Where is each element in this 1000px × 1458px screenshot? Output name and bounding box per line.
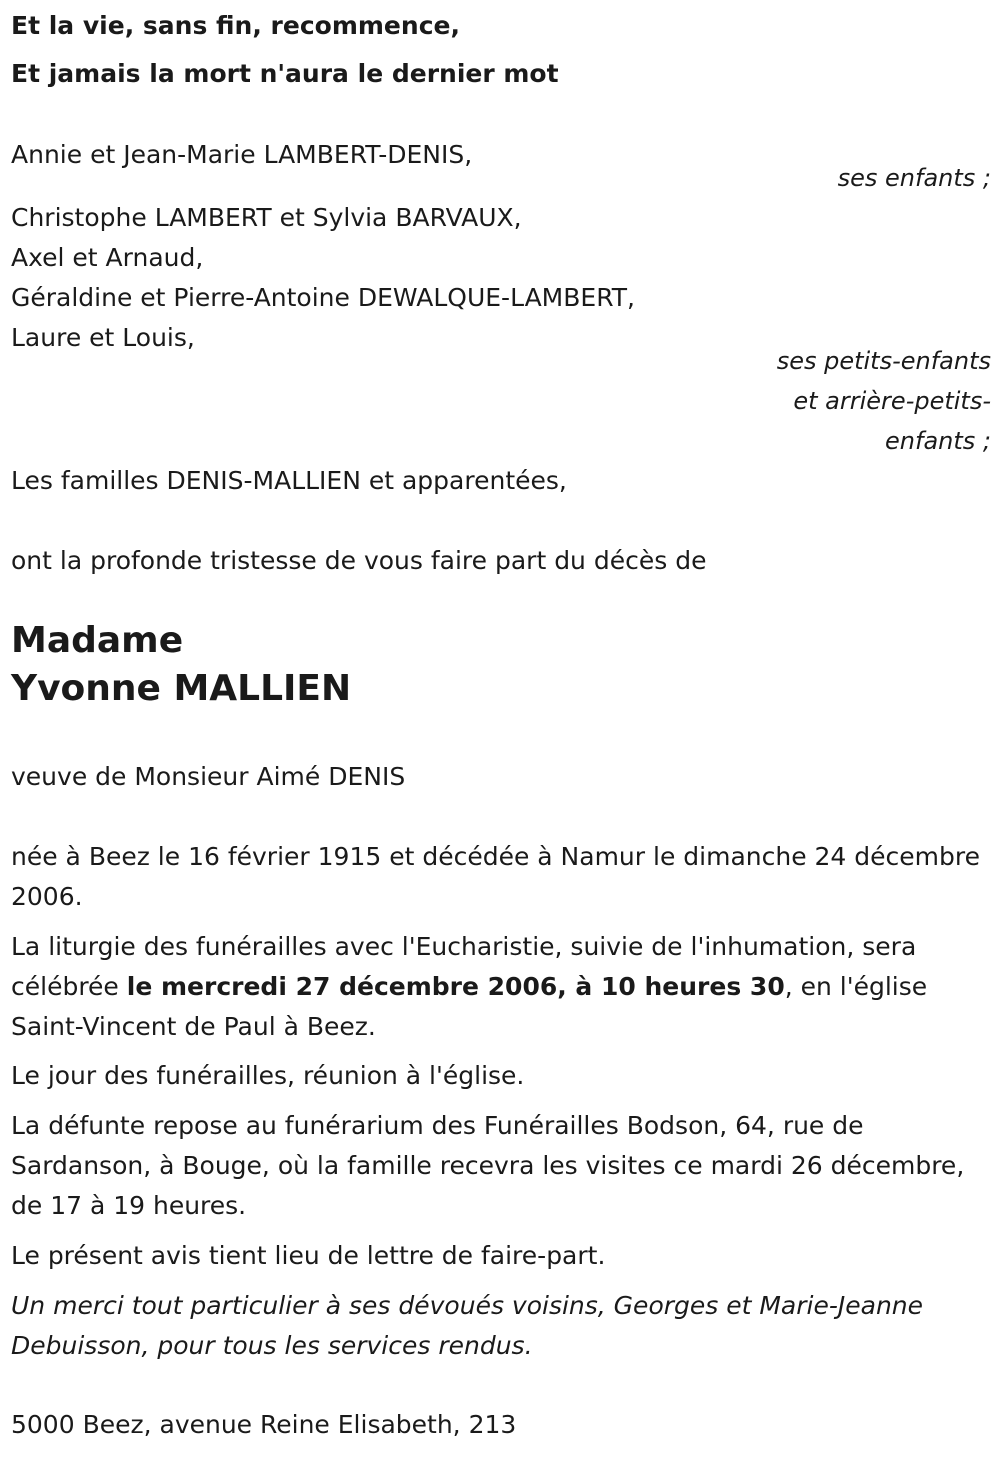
grandchildren-line-4: Laure et Louis, — [11, 323, 195, 352]
families-line: Les familles DENIS-MALLIEN et apparentées, — [11, 466, 567, 495]
liturgy-date-time: le mercredi 27 décembre 2006, à 10 heures 30 — [126, 972, 785, 1001]
deceased-title: Madame — [11, 620, 184, 661]
liturgy-text-end: , en l'église Saint-Vincent de Paul à Beez. — [11, 972, 928, 1041]
grandchildren-label-line-2: et arrière-petits- — [793, 387, 991, 415]
grandchildren-label-line-1: ses petits-enfants — [776, 347, 991, 375]
children-line: Annie et Jean-Marie LAMBERT-DENIS, — [11, 140, 473, 169]
epigraph-line-2: Et jamais la mort n'aura le dernier mot — [11, 59, 559, 88]
meeting-text: Le jour des funérailles, réunion à l'église. — [11, 1061, 525, 1090]
announcement-text: ont la profonde tristesse de vous faire part du décès de — [11, 546, 707, 575]
grandchildren-line-3: Géraldine et Pierre-Antoine DEWALQUE-LAMBERT, — [11, 283, 635, 312]
children-label: ses enfants ; — [837, 164, 991, 192]
deceased-name: Yvonne MALLIEN — [11, 668, 352, 709]
liturgy-paragraph — [11, 927, 986, 1047]
widow-of-text: veuve de Monsieur Aimé DENIS — [11, 762, 406, 791]
birth-death-text: née à Beez le 16 février 1915 et décédée à Namur le dimanche 24 décembre 2006. — [11, 842, 980, 911]
grandchildren-line-2: Axel et Arnaud, — [11, 243, 204, 272]
liturgy-text-start: La liturgie des funérailles avec l'Eucharistie, suivie de l'inhumation, sera célébrée — [11, 932, 917, 1001]
address-text: 5000 Beez, avenue Reine Elisabeth, 213 — [11, 1410, 517, 1439]
repose-text: La défunte repose au funérarium des Funérailles Bodson, 64, rue de Sardanson, à Bouge, où la famille recevra les visites ce mardi 26 décembre, de 17 à 19 heures. — [11, 1111, 965, 1220]
grandchildren-line-1: Christophe LAMBERT et Sylvia BARVAUX, — [11, 203, 522, 232]
notice-text: Le présent avis tient lieu de lettre de faire-part. — [11, 1241, 606, 1270]
grandchildren-label-line-3: enfants ; — [885, 427, 991, 455]
thanks-text: Un merci tout particulier à ses dévoués voisins, Georges et Marie-Jeanne Debuisson, pour tous les services rendus. — [11, 1291, 924, 1360]
epigraph-line-1: Et la vie, sans fin, recommence, — [11, 11, 460, 40]
